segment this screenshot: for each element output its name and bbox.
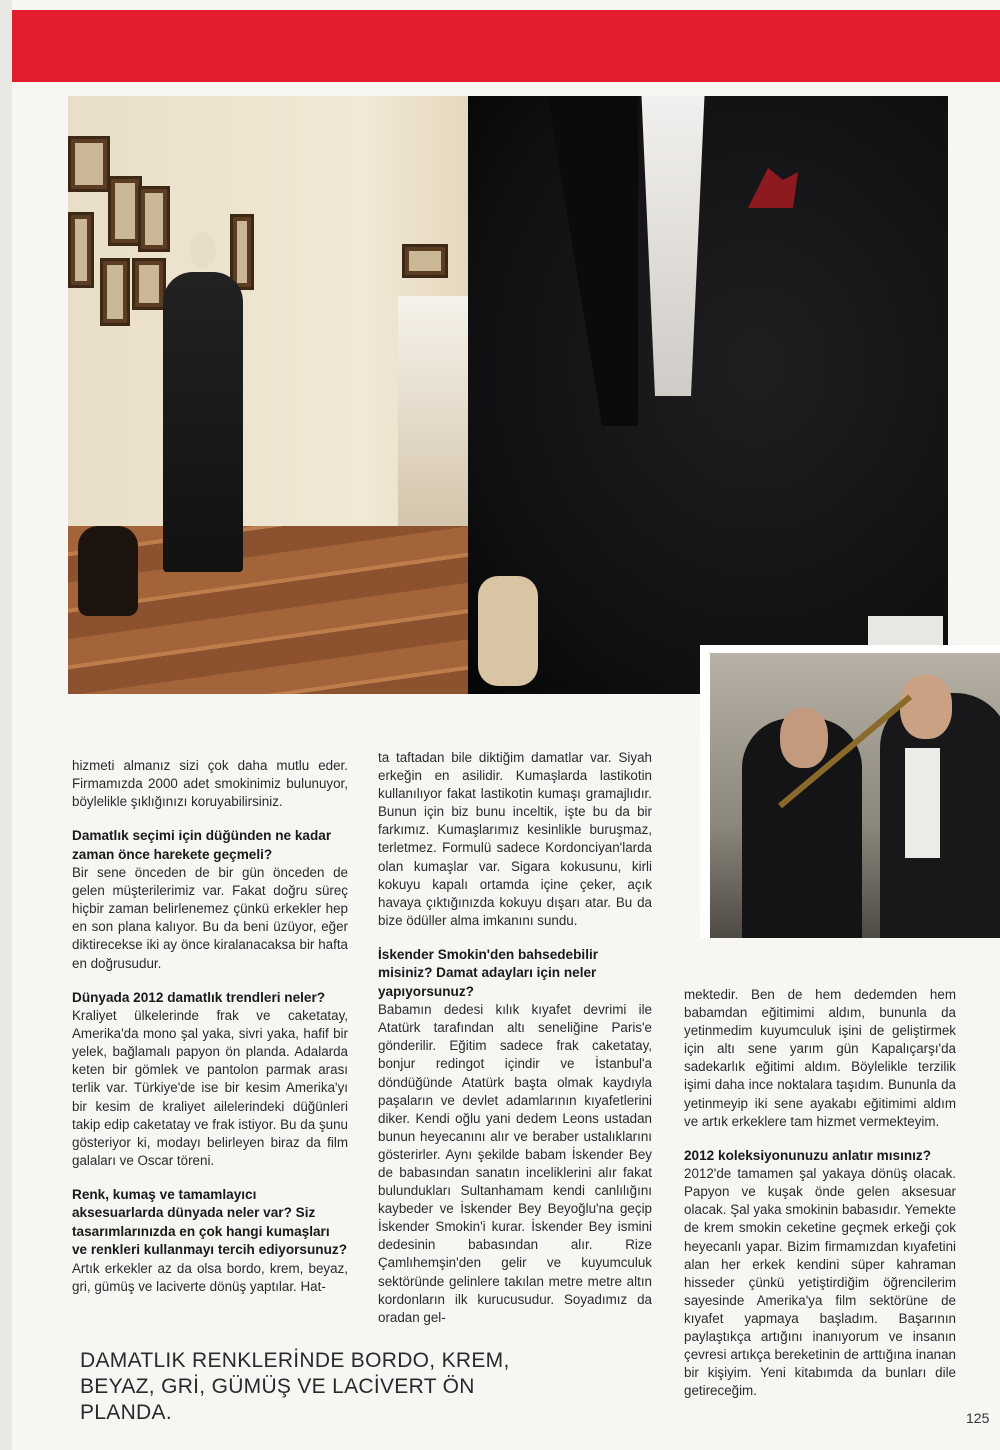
paragraph: hizmeti almanız sizi çok daha mutlu eder. Firmamızda 2000 adet smokinimiz bulunuyor, böylelikle şıklığınızı koruyabilirsiniz. — [72, 758, 348, 810]
person-head — [900, 675, 952, 739]
mannequin — [163, 272, 243, 572]
question-heading: 2012 koleksiyonunuzu anlatır mısınız? — [684, 1147, 932, 1163]
answer-paragraph: Bir sene önceden de bir gün önceden de gelen müşterilerimiz var. Fakat doğru süreç hiçbir zaman belirlenemez çünkü erkekler hep en son plana kalıyor. Bu da beni üzüyor, eğer diktirecekse iki ay önce kiralanacaksa bir hafta en doğrusudur. — [72, 865, 348, 971]
person-head — [780, 708, 828, 768]
mannequin-head — [190, 232, 216, 268]
wall-frame — [108, 176, 142, 246]
answer-paragraph: 2012'de tamamen şal yakaya dönüş olacak. Papyon ve kuşak önde gelen aksesuar olacak. Şal yaka smokinin babasıdır. Yemekte de krem smokin ceketine geçmek erkeği çok heyecanlı yapar. Bizim firmamızdan kıyafetini alan her erkek kendini süper kahraman hisseder çünkü yetiştirdiğim öğrencilerim sayesinde Amerika'ya film sektörüne de kıyafet yapmaya başladım. Başarının paylaştıkça artığını inanıyorum ve insanın çevresi artıkça bereketinin de arttığına inanan bir kişiyim. Yeni kitabımda da bunları dile getireceğim. — [684, 1166, 956, 1399]
shirt-front — [905, 748, 940, 858]
flower-vase — [78, 526, 138, 616]
pull-quote: DAMATLIK RENKLERİNDE BORDO, KREM, BEYAZ, GRİ, GÜMÜŞ VE LACİVERT ÖN PLANDA. — [80, 1349, 510, 1424]
wall-frame — [100, 258, 130, 326]
page-edge — [0, 0, 12, 1450]
page-number: 125 — [966, 1410, 990, 1426]
wall-frame — [402, 244, 448, 278]
text-column-2 — [378, 749, 652, 1343]
wall-frame — [230, 214, 254, 290]
shirt-cuff — [868, 616, 943, 646]
mannequin-hand — [478, 576, 538, 686]
text-column-3 — [684, 986, 956, 1416]
inset-photo-image — [710, 653, 1000, 938]
question-heading: Renk, kumaş ve tamamlayıcı aksesuarlarda dünyada neler var? Siz tasarımlarınızda en çok hangi kumaşları ve renkleri kullanmayı tercih ediyorsunuz? — [72, 1186, 347, 1258]
answer-paragraph: Babamın dedesi kılık kıyafet devrimi ile Atatürk tarafından altı seneliğine Paris'e gönderilir. Eğitim sadece frak caketatay, bonjur redingot içindir ve İstanbul'a döndüğünde Atatürk başta olmak kaydıyla paşaların ve devlet adamlarının kıyafetlerini diker. Kendi oğlu yani dedem Leons ustadan bunun heyecanını alır ve beraber ustalıklarını gösterirler. Aynı şekilde babam İskender Bey de babasından sanatın inceliklerini alır fakat bulundukları Sultanhamam kendi canlılığını kaybeder ve İskender Bey Beyoğlu'na geçip İskender Smokin'i kurar. İskender Bey ismini dedesinin babasından alır. Rize Çamlıhemşin'den gelir ve kuyumculuk sektöründe gelinlere takılan metre metre altın kordonların ilk kurucusudur. Soyadımız da oradan gel- — [378, 1002, 652, 1325]
answer-paragraph: Kraliyet ülkelerinde frak ve caketatay, Amerika'da mono şal yaka, sivri yaka, hafif bir yelek, bağlamalı papyon ön planda. Adalarda keten bir gömlek ve pantolon parmak arası terlik var. Türkiye'de ise bir kesim Amerika'yı bir kesim de kraliyet ailelerindeki düğünleri takip edip caketatay ve frak istiyor. Bu da şunu gösteriyor ki, modayı belirleyen biraz da film galaları ve Oscar töreni. — [72, 1008, 348, 1168]
paragraph: mektedir. Ben de hem dedemden hem babamdan eğitimimi aldım, bununla da yetinmedim kuyumculuk işini de geliştirmek için altı sene yarım gün Kapalıçarşı'da sadekarlık eğitimi aldım. Böylelikle terzilik işimi daha ince noktalara taşıdım. Bununla da yetinmeyip iki sene ayakabı eğitimimi aldım ve artık erkeklere tam hizmet vermekteyim. — [684, 987, 956, 1129]
wall-frame — [138, 186, 170, 252]
wall-frame — [68, 136, 110, 192]
text-column-1 — [72, 757, 348, 1312]
person-right — [880, 693, 1000, 938]
question-heading: İskender Smokin'den bahsedebilir misiniz? Damat adayları için neler yapıyorsunuz? — [378, 946, 599, 999]
paragraph: ta taftadan bile diktiğim damatlar var. Siyah erkeğin en asilidir. Kumaşlarda lastikotin kullanılıyor fakat lastikotin kumaşı gramajlıdır. Bunun için biz bunu inceltik, işte bu da bir farkımız. Kumaşlarımız kesinlikle buruşmaz, terletmez. Formulü sadece Kordonciyan'larda olan kumaşlar var. Sigara kokusunu, kirli kokuyu kapalı ortamda içine çeker, açık havaya çıktığınızda kokuyu dışarı atar. Bu da bize ödüller alma imkanını sundu. — [378, 750, 652, 928]
main-photo — [68, 96, 948, 694]
inset-photo — [700, 645, 1000, 938]
tuxedo-jacket — [468, 96, 948, 694]
question-heading: Damatlık seçimi için düğünden ne kadar zaman önce harekete geçmeli? — [72, 828, 332, 862]
question-heading: Dünyada 2012 damatlık trendleri neler? — [72, 989, 326, 1005]
wall-frame — [132, 258, 166, 310]
wall-frame — [68, 212, 94, 288]
answer-paragraph: Artık erkekler az da olsa bordo, krem, beyaz, gri, gümüş ve laciverte dönüş yaptılar. Hat- — [72, 1260, 348, 1294]
header-color-band — [12, 10, 1000, 82]
